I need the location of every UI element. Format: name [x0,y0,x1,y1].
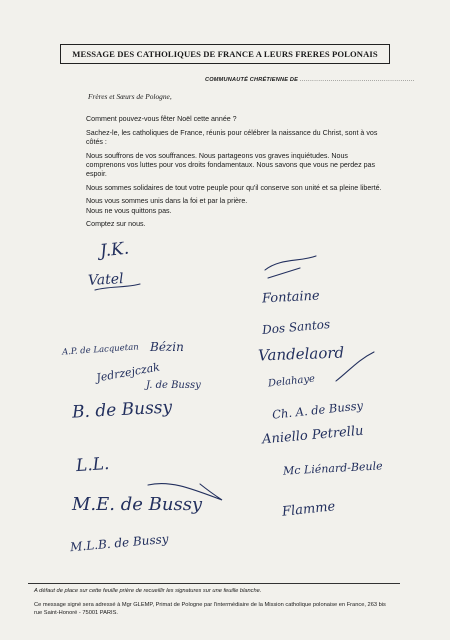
community-label: COMMUNAUTÉ CHRÉTIENNE DE [205,77,299,83]
footer-info: Ce message signé sera adressé à Mgr GLEMP, Primat de Pologne par l'intermédiaire de la Mission catholique polonaise en France, 263 bis rue Saint-Honoré - 75001 PARIS. [34,602,386,616]
scribble-stroke [95,284,140,290]
handwritten-signature: Mc Liénard-Beule [282,459,383,478]
handwritten-signature: Ch. A. de Bussy [271,398,364,422]
handwritten-signature: Vandelaord [257,343,345,365]
handwritten-signature: J.K. [99,238,130,262]
handwritten-signature: J. de Bussy [146,380,201,391]
paragraph: Nous vous sommes unis dans la foi et par la prière. Nous ne vous quittons pas. [86,197,248,215]
handwritten-signature: Flamme [281,499,336,520]
letter-greeting: Frères et Sœurs de Pologne, [88,92,172,101]
document-title: MESSAGE DES CATHOLIQUES DE FRANCE A LEURS FRERES POLONAIS [72,49,378,59]
handwritten-signature: Dos Santos [261,317,331,337]
paragraph: Nous souffrons de vos souffrances. Nous partageons vos graves inquiétudes. Nous comprenons vos luttes pour vos droits fondamentaux. Nous savons que vous ne perdez pas espoir. [86,151,376,179]
handwritten-signature: Bézin [150,340,184,354]
community-blank-field: ........................................................ [299,77,415,83]
footer-note: A défaut de place sur cette feuille prière de recueillir les signatures sur une feuille blanche. [34,588,262,594]
handwritten-signature: M.L.B. de Bussy [69,531,170,555]
scribble-stroke [148,483,222,500]
handwritten-signature: M.E. de Bussy [72,494,203,515]
scribble-stroke [336,352,374,381]
handwritten-signature: Fontaine [261,288,321,307]
handwritten-signature: Jedrzejczak [95,360,161,385]
handwritten-signature: L.L. [75,453,111,477]
handwritten-signature: Aniello Petrellu [261,423,365,448]
handwritten-signature: Delahaye [267,373,316,390]
handwritten-signature: B. de Bussy [71,397,173,423]
footer-divider [28,583,400,584]
paragraph: Comptez sur nous. [86,220,146,229]
handwritten-signature: A.P. de Lacquetan [61,342,140,358]
paragraph: Comment pouvez-vous fêter Noël cette année ? [86,115,237,123]
scribble-stroke [265,256,316,278]
handwritten-signature: Vatel [87,271,124,289]
paragraph: Sachez-le, les catholiques de France, réunis pour célébrer la naissance du Christ, sont à vos côtés : [86,128,378,146]
paragraph: Nous sommes solidaires de tout votre peuple pour qu'il conserve son unité et sa pleine liberté. [86,183,382,192]
